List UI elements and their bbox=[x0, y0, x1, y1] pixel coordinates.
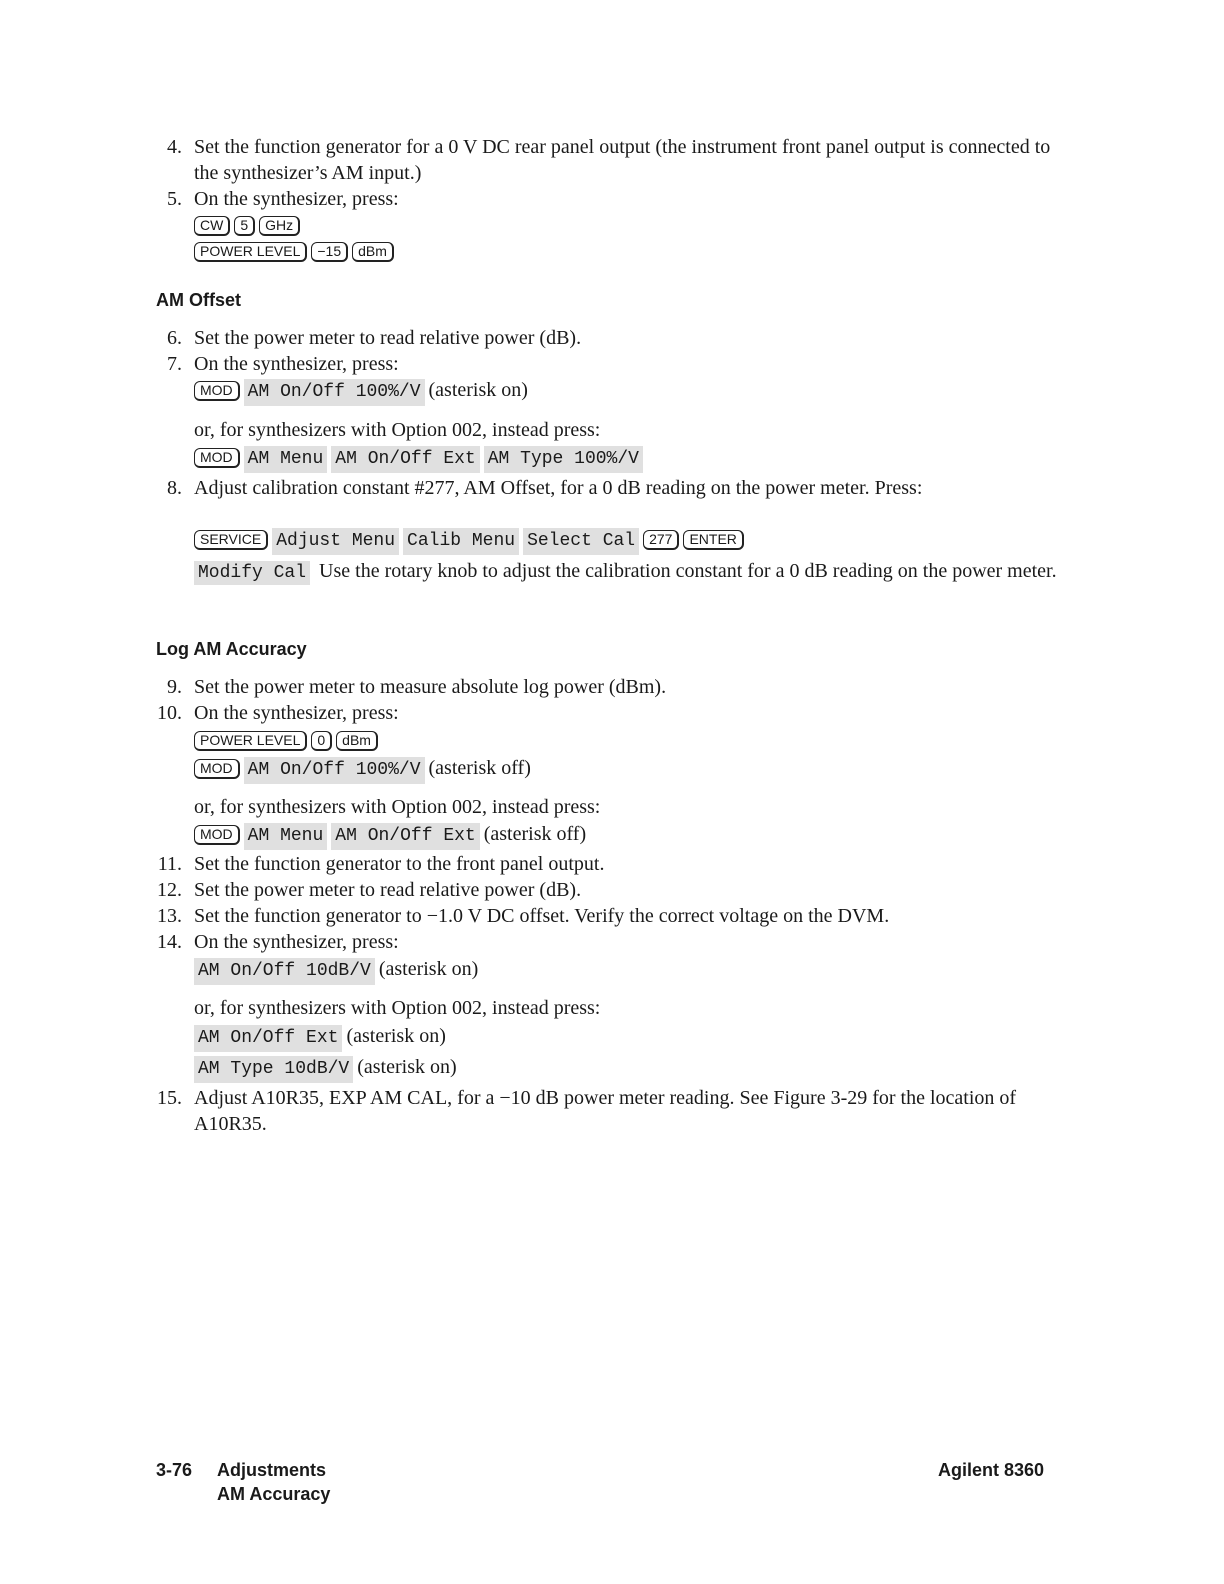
modify-cal-softkey[interactable]: Modify Cal bbox=[194, 561, 310, 585]
alt-instruction: or, for synthesizers with Option 002, instead press: bbox=[194, 796, 601, 818]
section-heading: Log AM Accuracy bbox=[156, 639, 307, 659]
key-sequence bbox=[194, 376, 528, 406]
key-sequence bbox=[194, 955, 478, 985]
power-level-key[interactable]: POWER LEVEL bbox=[194, 731, 307, 751]
mod-key[interactable]: MOD bbox=[194, 759, 240, 779]
step-text: On the synthesizer, press: bbox=[194, 931, 399, 953]
step-text: On the synthesizer, press: bbox=[194, 188, 399, 210]
am-on-off-ext-softkey[interactable]: AM On/Off Ext bbox=[194, 1025, 342, 1052]
service-key[interactable]: SERVICE bbox=[194, 530, 268, 550]
asterisk-note: (asterisk on) bbox=[378, 958, 479, 980]
key-sequence bbox=[194, 443, 647, 473]
footer-product: Agilent 8360 bbox=[938, 1460, 1045, 1480]
alt-instruction: or, for synthesizers with Option 002, instead press: bbox=[194, 419, 601, 441]
ghz-key[interactable]: GHz bbox=[259, 216, 300, 236]
step-number: 10. bbox=[157, 702, 182, 724]
step-number: 14. bbox=[157, 931, 182, 953]
step-text: Adjust calibration constant #277, AM Offset, for a 0 dB reading on the power meter. Press: bbox=[194, 477, 923, 499]
am-on-off-100-softkey[interactable]: AM On/Off 100%/V bbox=[244, 757, 425, 784]
step-text: Set the function generator for a 0 V DC rear panel output (the instrument front panel output is connected to the synthesizer’s AM input.) bbox=[194, 136, 1051, 184]
dbm-key[interactable]: dBm bbox=[352, 242, 394, 262]
key-sequence bbox=[194, 211, 304, 239]
step-text: Set the function generator to the front panel output. bbox=[194, 853, 605, 875]
am-on-off-ext-softkey[interactable]: AM On/Off Ext bbox=[331, 823, 479, 850]
step-number: 7. bbox=[167, 353, 182, 375]
footer-page-number: 3-76 bbox=[156, 1460, 193, 1480]
am-menu-softkey[interactable]: AM Menu bbox=[244, 823, 328, 850]
step-text: Adjust A10R35, EXP AM CAL, for a −10 dB power meter reading. See Figure 3-29 for the location of A10R35. bbox=[194, 1087, 1017, 1135]
am-menu-softkey[interactable]: AM Menu bbox=[244, 446, 328, 473]
am-on-off-100-softkey[interactable]: AM On/Off 100%/V bbox=[244, 379, 425, 406]
step-number: 15. bbox=[157, 1087, 182, 1109]
digit-0-key[interactable]: 0 bbox=[311, 731, 332, 751]
power-level-key[interactable]: POWER LEVEL bbox=[194, 242, 307, 262]
asterisk-note: (asterisk off) bbox=[483, 823, 587, 845]
asterisk-note: (asterisk off) bbox=[428, 757, 531, 779]
step-number: 11. bbox=[157, 853, 182, 875]
step-number: 12. bbox=[157, 879, 182, 901]
asterisk-note: (asterisk on) bbox=[428, 379, 528, 401]
enter-key[interactable]: ENTER bbox=[683, 530, 743, 550]
mod-key[interactable]: MOD bbox=[194, 825, 240, 845]
step-text: On the synthesizer, press: bbox=[194, 353, 399, 375]
key-sequence bbox=[194, 525, 748, 555]
am-type-100-softkey[interactable]: AM Type 100%/V bbox=[484, 446, 643, 473]
key-sequence bbox=[194, 754, 531, 784]
step-number: 8. bbox=[167, 477, 182, 499]
step-number: 5. bbox=[167, 188, 182, 210]
am-type-10db-softkey[interactable]: AM Type 10dB/V bbox=[194, 1056, 353, 1083]
dbm-key[interactable]: dBm bbox=[336, 731, 378, 751]
footer-subsection: AM Accuracy bbox=[217, 1484, 331, 1504]
mod-key[interactable]: MOD bbox=[194, 381, 240, 401]
adjust-menu-softkey[interactable]: Adjust Menu bbox=[272, 528, 399, 555]
footer-section: Adjustments bbox=[217, 1460, 327, 1480]
key-sequence bbox=[194, 820, 586, 850]
step-number: 13. bbox=[157, 905, 182, 927]
asterisk-note: (asterisk on) bbox=[357, 1056, 457, 1078]
step-number: 4. bbox=[167, 136, 182, 158]
am-on-off-ext-softkey[interactable]: AM On/Off Ext bbox=[331, 446, 479, 473]
asterisk-note: (asterisk on) bbox=[346, 1025, 446, 1047]
step-text: Set the power meter to measure absolute log power (dBm). bbox=[194, 676, 667, 698]
key-sequence bbox=[194, 1053, 457, 1083]
mod-key[interactable]: MOD bbox=[194, 448, 240, 468]
section-heading: AM Offset bbox=[156, 290, 241, 310]
key-sequence bbox=[194, 726, 382, 754]
step-number: 9. bbox=[167, 676, 182, 698]
step-text: Set the power meter to read relative power (dB). bbox=[194, 879, 582, 901]
alt-instruction: or, for synthesizers with Option 002, instead press: bbox=[194, 997, 601, 1019]
digits-277-key[interactable]: 277 bbox=[643, 530, 679, 550]
key-sequence bbox=[194, 237, 398, 265]
step-number: 6. bbox=[167, 327, 182, 349]
digit-5-key[interactable]: 5 bbox=[234, 216, 255, 236]
am-on-off-10db-softkey[interactable]: AM On/Off 10dB/V bbox=[194, 958, 375, 985]
modify-text: Use the rotary knob to adjust the calibration constant for a 0 dB reading on the power meter. bbox=[319, 560, 1057, 582]
calib-menu-softkey[interactable]: Calib Menu bbox=[403, 528, 519, 555]
cw-key[interactable]: CW bbox=[194, 216, 230, 236]
key-sequence bbox=[194, 1022, 446, 1052]
step-text: Set the power meter to read relative power (dB). bbox=[194, 327, 582, 349]
step-text: Set the function generator to −1.0 V DC offset. Verify the correct voltage on the DVM. bbox=[194, 905, 890, 927]
step-text: On the synthesizer, press: bbox=[194, 702, 399, 724]
minus-15-key[interactable]: −15 bbox=[311, 242, 348, 262]
select-cal-softkey[interactable]: Select Cal bbox=[523, 528, 639, 555]
